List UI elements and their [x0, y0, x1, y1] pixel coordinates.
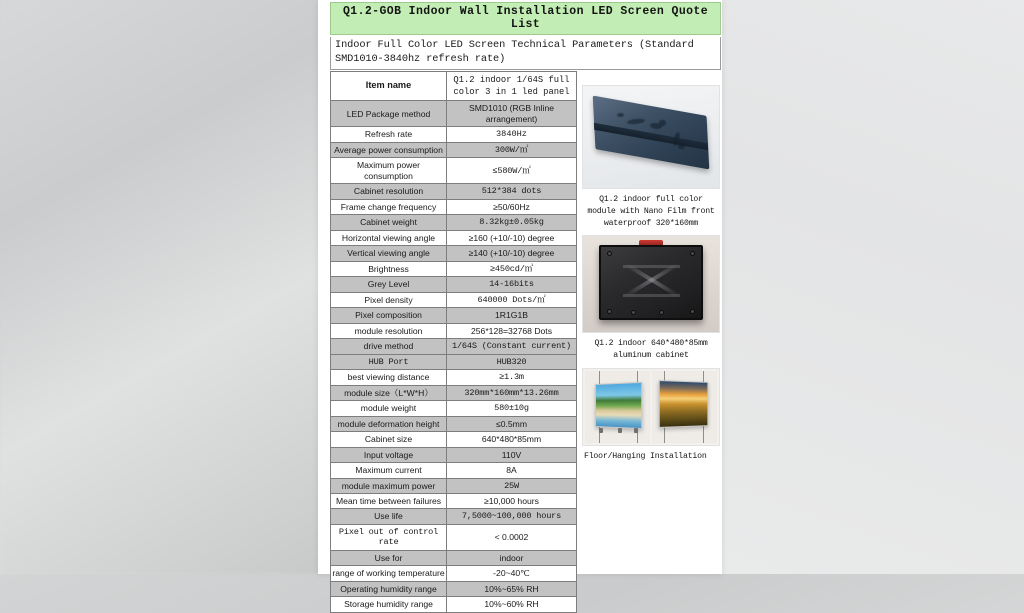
background-left-panel [0, 0, 320, 574]
table-row [331, 509, 577, 524]
table-row [331, 158, 577, 184]
spec-key: Horizontal viewing angle [331, 230, 447, 245]
spec-value: -20~40℃ [447, 566, 577, 581]
spec-key: Cabinet size [331, 432, 447, 447]
spec-key: Input voltage [331, 447, 447, 462]
table-row [331, 339, 577, 354]
spec-key: Pixel density [331, 292, 447, 307]
spec-value: ≥160 (+10/-10) degree [447, 230, 577, 245]
spec-key: best viewing distance [331, 370, 447, 385]
table-row [331, 401, 577, 416]
quote-document-sheet [318, 0, 722, 610]
spec-key: module deformation height [331, 416, 447, 431]
spec-value: 8.32kg±0.05kg [447, 215, 577, 230]
table-row [331, 101, 577, 127]
spec-value: < 0.0002 [447, 524, 577, 550]
table-row [331, 323, 577, 338]
spec-key: Brightness [331, 261, 447, 276]
spec-key: LED Package method [331, 101, 447, 127]
spec-key: Maximum current [331, 463, 447, 478]
spec-key: module resolution [331, 323, 447, 338]
table-row [331, 494, 577, 509]
installation-beach-screen [585, 371, 650, 443]
installation-caption: Floor/Hanging Installation [584, 452, 707, 462]
spec-key: module maximum power [331, 478, 447, 493]
spec-key: Operating humidity range [331, 581, 447, 596]
spec-value: 640*480*85mm [447, 432, 577, 447]
specifications-table [330, 71, 577, 613]
table-row [331, 597, 577, 612]
table-row [331, 566, 577, 581]
spec-value: 1/64S (Constant current) [447, 339, 577, 354]
document-subtitle: Indoor Full Color LED Screen Technical Parameters (Standard SMD1010-3840hz refresh rate) [330, 37, 721, 69]
spec-key: Storage humidity range [331, 597, 447, 612]
spec-value: ≤580W/㎡ [447, 158, 577, 184]
spec-value: 7,5000~100,000 hours [447, 509, 577, 524]
spec-key: drive method [331, 339, 447, 354]
spec-key: Pixel out of control rate [331, 524, 447, 550]
aluminum-cabinet-block [582, 235, 720, 366]
spec-value: 640000 Dots/㎡ [447, 292, 577, 307]
table-row [331, 215, 577, 230]
spec-value: 256*128=32768 Dots [447, 323, 577, 338]
spec-value: 25W [447, 478, 577, 493]
table-row [331, 142, 577, 157]
spec-value: ≥1.3m [447, 370, 577, 385]
background-right-panel [722, 0, 1024, 574]
spec-value: ≥10,000 hours [447, 494, 577, 509]
spec-value: 512*384 dots [447, 184, 577, 199]
spec-value: 320mm*160mm*13.26mm [447, 385, 577, 400]
spec-key: Pixel composition [331, 308, 447, 323]
led-module-caption: Q1.2 indoor full color module with Nano Film front waterproof 320*160mm [587, 194, 715, 228]
installation-photo [582, 368, 720, 446]
spec-key: Vertical viewing angle [331, 246, 447, 261]
table-header-row [331, 71, 577, 101]
spec-value: 14-16bits [447, 277, 577, 292]
spec-value: 300W/㎡ [447, 142, 577, 157]
spec-key: Cabinet resolution [331, 184, 447, 199]
spec-key: Frame change frequency [331, 199, 447, 214]
table-row [331, 370, 577, 385]
table-row [331, 127, 577, 142]
spec-value: 580±10g [447, 401, 577, 416]
aluminum-cabinet-caption: Q1.2 indoor 640*480*85mm aluminum cabinet [594, 339, 708, 361]
spec-value: SMD1010 (RGB Inline arrangement) [447, 101, 577, 127]
table-row [331, 478, 577, 493]
table-row [331, 199, 577, 214]
table-row [331, 292, 577, 307]
table-row [331, 524, 577, 550]
spec-key: Cabinet weight [331, 215, 447, 230]
table-row [331, 416, 577, 431]
table-row [331, 308, 577, 323]
table-row [331, 277, 577, 292]
document-body [330, 71, 722, 613]
spec-key: Grey Level [331, 277, 447, 292]
spec-key: range of working temperature [331, 566, 447, 581]
spec-value: ≥140 (+10/-10) degree [447, 246, 577, 261]
led-module-block [582, 85, 720, 234]
spec-key: Mean time between failures [331, 494, 447, 509]
table-row [331, 246, 577, 261]
spec-value: 110V [447, 447, 577, 462]
spec-key: Average power consumption [331, 142, 447, 157]
spec-key: Use for [331, 550, 447, 565]
installation-sunset-screen [652, 371, 717, 443]
spec-value: 1R1G1B [447, 308, 577, 323]
spec-value: 10%~60% RH [447, 597, 577, 612]
spec-value: HUB320 [447, 354, 577, 369]
table-row [331, 261, 577, 276]
table-row [331, 581, 577, 596]
spec-value: 3840Hz [447, 127, 577, 142]
document-title: Q1.2-GOB Indoor Wall Installation LED Screen Quote List [330, 2, 721, 35]
table-row [331, 184, 577, 199]
spec-key: Use life [331, 509, 447, 524]
table-row [331, 354, 577, 369]
header-product-name: Q1.2 indoor 1/64S full color 3 in 1 led panel [447, 71, 577, 101]
spec-value: ≤0.5mm [447, 416, 577, 431]
spec-key: Refresh rate [331, 127, 447, 142]
table-row [331, 447, 577, 462]
spec-value: 8A [447, 463, 577, 478]
spec-value: indoor [447, 550, 577, 565]
installation-block [582, 368, 720, 467]
product-image-column [577, 71, 722, 469]
table-row [331, 385, 577, 400]
spec-key: Maximum power consumption [331, 158, 447, 184]
spec-value: ≥50/60Hz [447, 199, 577, 214]
header-item-name: Item name [331, 71, 447, 101]
spec-key: HUB Port [331, 354, 447, 369]
table-row [331, 432, 577, 447]
spec-value: ≥450cd/㎡ [447, 261, 577, 276]
spec-key: module weight [331, 401, 447, 416]
table-row [331, 463, 577, 478]
spec-value: 10%~65% RH [447, 581, 577, 596]
spec-key: module size（L*W*H） [331, 385, 447, 400]
led-module-photo [582, 85, 720, 189]
table-row [331, 550, 577, 565]
aluminum-cabinet-photo [582, 235, 720, 333]
table-row [331, 230, 577, 245]
